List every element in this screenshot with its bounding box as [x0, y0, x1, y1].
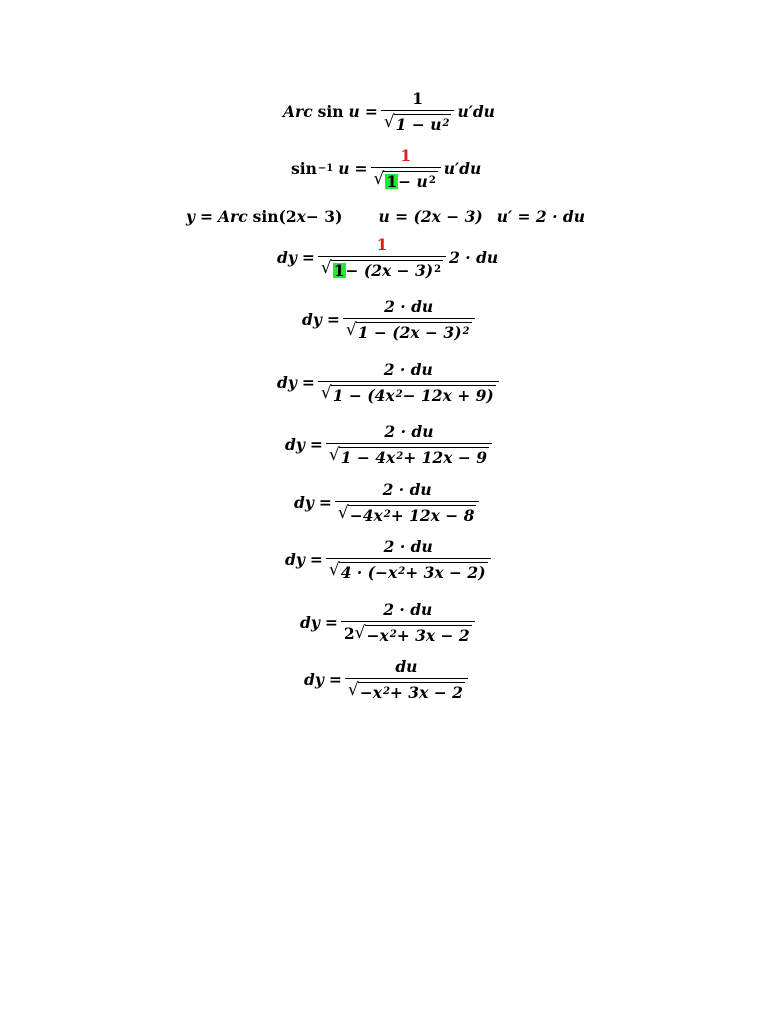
radical-sign-icon: √ [373, 168, 385, 189]
fraction [326, 424, 492, 465]
step-6 [285, 539, 494, 580]
denominator [341, 621, 475, 644]
equals-sign: = [328, 669, 342, 689]
dy-lhs: dy [285, 549, 305, 569]
numerator: 2 · du [382, 480, 432, 499]
radicand-part-a: −x [366, 625, 389, 645]
x-variable: x [296, 207, 306, 226]
radicand-part-a: 1 − 4x [340, 447, 396, 467]
radical-sign-icon: √ [337, 502, 349, 523]
y-variable: y [186, 207, 196, 226]
dy-lhs: dy [300, 612, 320, 632]
numerator: 2 · du [383, 360, 433, 379]
dy-lhs: dy [304, 669, 324, 689]
coefficient: 2 [343, 624, 355, 643]
sin-argument-close: − 3) [305, 207, 343, 226]
equals-sign: = [364, 101, 378, 121]
radicand-part-b: − 12x + 9) [402, 385, 494, 405]
step-4 [285, 424, 495, 465]
radical-sign-icon: √ [345, 319, 357, 340]
fraction [343, 299, 475, 340]
numerator: 2 · du [383, 537, 433, 556]
square-root: √ −x 2 + 3x − 2 [347, 679, 463, 702]
numerator: 2 · du [384, 422, 434, 441]
dy-lhs: dy [294, 492, 314, 512]
radical-sign-icon: √ [320, 382, 332, 403]
radicand-rest: − (2x − 3) [345, 260, 434, 280]
formula-arcsin [283, 91, 495, 132]
highlighted-one: 1 [386, 171, 398, 191]
denominator [343, 318, 475, 341]
dy-lhs: dy [302, 309, 322, 329]
equals-sign: = [200, 207, 214, 226]
square-root: √ 1 − (2x − 3) 2 [320, 257, 442, 280]
fraction [318, 362, 499, 403]
radicand-part-a: 1 − (4x [332, 385, 395, 405]
numerator: 2 · du [383, 600, 433, 619]
square-root: √ 1 − 4x 2 + 12x − 9 [328, 444, 488, 467]
radical-sign-icon: √ [383, 111, 395, 132]
radicand-part-a: −x [359, 682, 382, 702]
denominator [326, 443, 492, 466]
denominator [371, 167, 441, 190]
equals-sign: = [354, 158, 368, 178]
radical-sign-icon: √ [354, 622, 366, 643]
radicand: 1 − u [395, 114, 442, 134]
sin-text: sin [317, 101, 344, 121]
u-prime-du: u′du [443, 158, 482, 178]
arc-text: Arc [283, 101, 313, 121]
square-root: √ 1 − u 2 [383, 111, 450, 134]
u-prime-du: u′du [457, 101, 495, 121]
equals-sign: = [309, 434, 323, 454]
equals-sign: = [301, 372, 315, 392]
square-root: √ 1 − (2x − 3) 2 [345, 319, 470, 342]
radicand-part-b: + 3x − 2 [389, 682, 463, 702]
square-root: √ −4x 2 + 12x − 8 [337, 502, 475, 525]
square-root: √ 1 − u 2 [373, 168, 436, 191]
numerator-red: 1 [376, 235, 388, 254]
radical-sign-icon: √ [328, 444, 340, 465]
denominator [381, 110, 455, 133]
radicand-part-b: + 3x − 2 [396, 625, 470, 645]
dy-lhs: dy [285, 434, 305, 454]
denominator [335, 501, 480, 524]
denominator [345, 678, 468, 701]
denominator [326, 558, 491, 581]
numerator: du [395, 657, 418, 676]
square-root: √ −x 2 + 3x − 2 [354, 622, 470, 645]
radicand-part-a: 4 · (−x [340, 562, 398, 582]
radicand-part-b: + 3x − 2) [405, 562, 486, 582]
denominator [318, 381, 499, 404]
step-2 [302, 299, 478, 340]
definition-line [186, 209, 585, 225]
formula-inverse-sin: sin −1 u = 1 √ 1 − u 2 u′du [291, 146, 482, 191]
step-7 [300, 602, 478, 643]
radicand-part-b: + 12x − 9 [403, 447, 488, 467]
sin-argument-open: sin(2 [252, 207, 297, 226]
equals-sign: = [309, 549, 323, 569]
fraction [335, 482, 480, 523]
u-prime-definition: u′ = 2 · du [496, 207, 585, 226]
radicand-part-a: −4x [349, 505, 383, 525]
fraction [371, 148, 441, 189]
step-1 [277, 237, 498, 278]
step-3 [277, 362, 502, 403]
dy-lhs: dy [277, 247, 297, 267]
step-8 [304, 659, 471, 700]
radicand: 1 − (2x − 3) [357, 322, 462, 342]
radicand-part-b: + 12x − 8 [390, 505, 475, 525]
arc-text: Arc [218, 207, 248, 226]
dy-lhs: dy [277, 372, 297, 392]
u-definition: u = (2x − 3) [378, 207, 483, 226]
fraction [318, 237, 446, 278]
equals-sign: = [318, 492, 332, 512]
denominator [318, 256, 446, 279]
highlighted-one: 1 [333, 260, 345, 280]
fraction [341, 602, 475, 643]
square-root: √ 1 − (4x 2 − 12x + 9) [320, 382, 494, 405]
equals-sign: = [324, 612, 338, 632]
radical-sign-icon: √ [328, 559, 340, 580]
numerator: 1 [412, 89, 424, 108]
radical-sign-icon: √ [320, 257, 332, 278]
radical-sign-icon: √ [347, 679, 359, 700]
equals-sign: = [301, 247, 315, 267]
radicand-rest: − u [398, 171, 428, 191]
step-5 [294, 482, 482, 523]
u-variable: u [338, 158, 350, 178]
u-variable: u [348, 101, 360, 121]
sin-text: sin [291, 158, 317, 178]
fraction [345, 659, 468, 700]
numerator: 2 · du [384, 297, 434, 316]
fraction [326, 539, 491, 580]
square-root: √ 4 · (−x 2 + 3x − 2) [328, 559, 486, 582]
two-du: 2 · du [449, 247, 499, 267]
numerator-red: 1 [400, 146, 412, 165]
equals-sign: = [326, 309, 340, 329]
fraction [381, 91, 455, 132]
